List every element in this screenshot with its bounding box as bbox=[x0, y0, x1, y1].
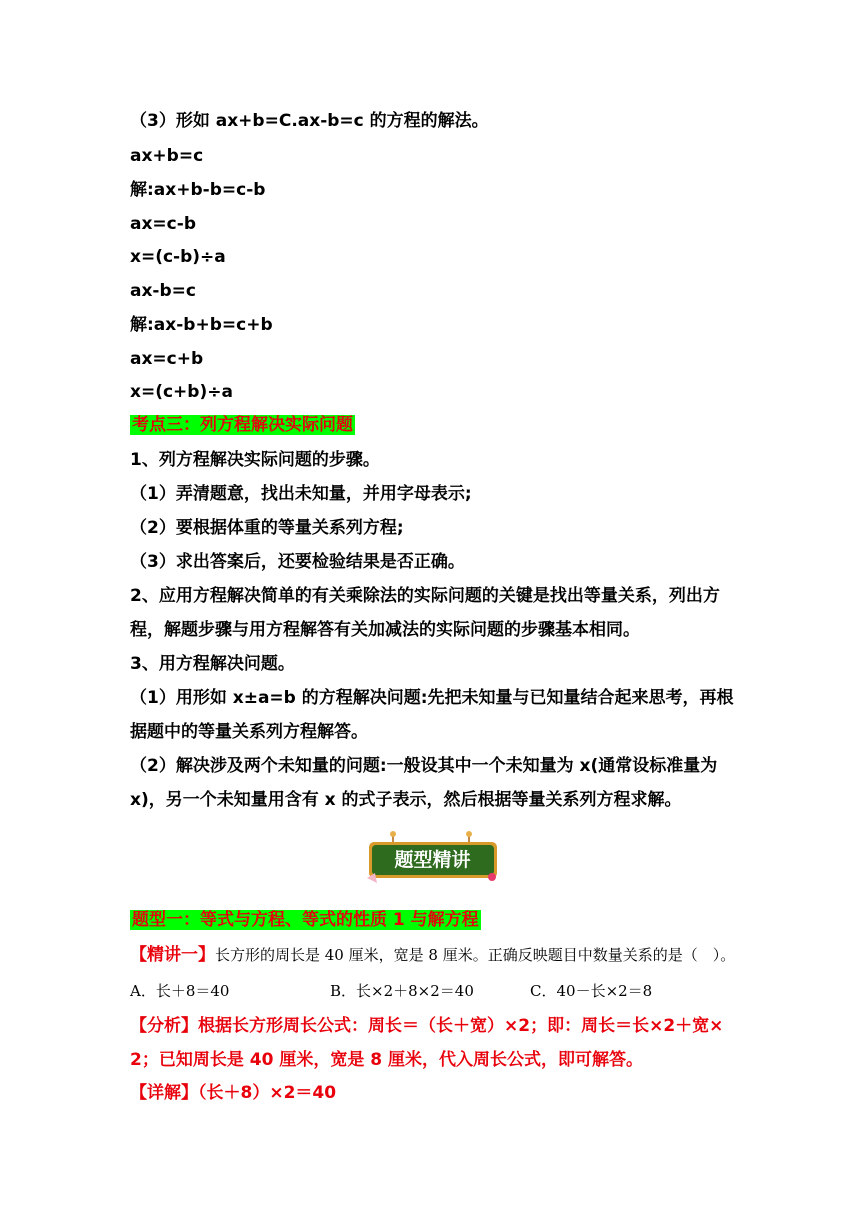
detail-tag: 【详解】 bbox=[130, 1083, 198, 1103]
banner-text: 题型精讲 bbox=[394, 849, 471, 871]
option-b: B．长×2＋8×2＝40 bbox=[330, 982, 474, 1000]
question-tag: 【精讲一】 bbox=[130, 945, 215, 965]
equation-line: ax=c+b bbox=[130, 349, 204, 369]
equation-line: x=(c+b)÷a bbox=[130, 382, 233, 402]
paragraph-3-2: x)，另一个未知量用含有 x 的式子表示，然后根据等量关系列方程求解。 bbox=[130, 790, 682, 810]
step-item: （3）求出答案后，还要检验结果是否正确。 bbox=[130, 552, 465, 572]
step-item: （1）弄清题意，找出未知量，并用字母表示; bbox=[130, 484, 472, 504]
paragraph-3-2: （2）解决涉及两个未知量的问题:一般设其中一个未知量为 x(通常设标准量为 bbox=[130, 756, 718, 776]
analysis-text: 2；已知周长是 40 厘米，宽是 8 厘米，代入周长公式，即可解答。 bbox=[130, 1050, 643, 1070]
step-item: （2）要根据体重的等量关系列方程; bbox=[130, 518, 404, 538]
paragraph-3-1: 据题中的等量关系列方程解答。 bbox=[130, 722, 368, 742]
section-banner bbox=[365, 830, 500, 888]
method-intro: （3）形如 ax+b=C.ax-b=c 的方程的解法。 bbox=[130, 111, 489, 131]
paragraph-2: 2、应用方程解决简单的有关乘除法的实际问题的关键是找出等量关系，列出方 bbox=[130, 586, 720, 606]
paragraph-3-1: （1）用形如 x±a=b 的方程解决问题:先把未知量与已知量结合起来思考，再根 bbox=[130, 688, 734, 708]
equation-line: 解:ax+b-b=c-b bbox=[130, 180, 266, 200]
equation-line: ax-b=c bbox=[130, 281, 196, 301]
option-a: A．长＋8＝40 bbox=[130, 982, 230, 1000]
equation-line: x=(c-b)÷a bbox=[130, 247, 226, 267]
equation-line: ax+b=c bbox=[130, 146, 204, 166]
steps-title: 1、列方程解决实际问题的步骤。 bbox=[130, 450, 380, 470]
detail-text: （长＋8）×2＝40 bbox=[198, 1083, 337, 1103]
question-text: 长方形的周长是 40 厘米，宽是 8 厘米。正确反映题目中数量关系的是（ ）。 bbox=[215, 946, 736, 964]
equation-line: 解:ax-b+b=c+b bbox=[130, 315, 273, 335]
paragraph-2: 程，解题步骤与用方程解答有关加减法的实际问题的步骤基本相同。 bbox=[130, 620, 640, 640]
equation-line: ax=c-b bbox=[130, 214, 196, 234]
analysis-text: 【分析】根据长方形周长公式：周长＝（长＋宽）×2；即：周长＝长×2＋宽× bbox=[130, 1016, 724, 1036]
section-heading: 考点三：列方程解决实际问题 bbox=[132, 415, 353, 435]
paragraph-3-title: 3、用方程解决问题。 bbox=[130, 654, 295, 674]
option-c: C．40－长×2＝8 bbox=[530, 982, 653, 1000]
type-heading: 题型一：等式与方程、等式的性质 1 与解方程 bbox=[132, 910, 479, 930]
